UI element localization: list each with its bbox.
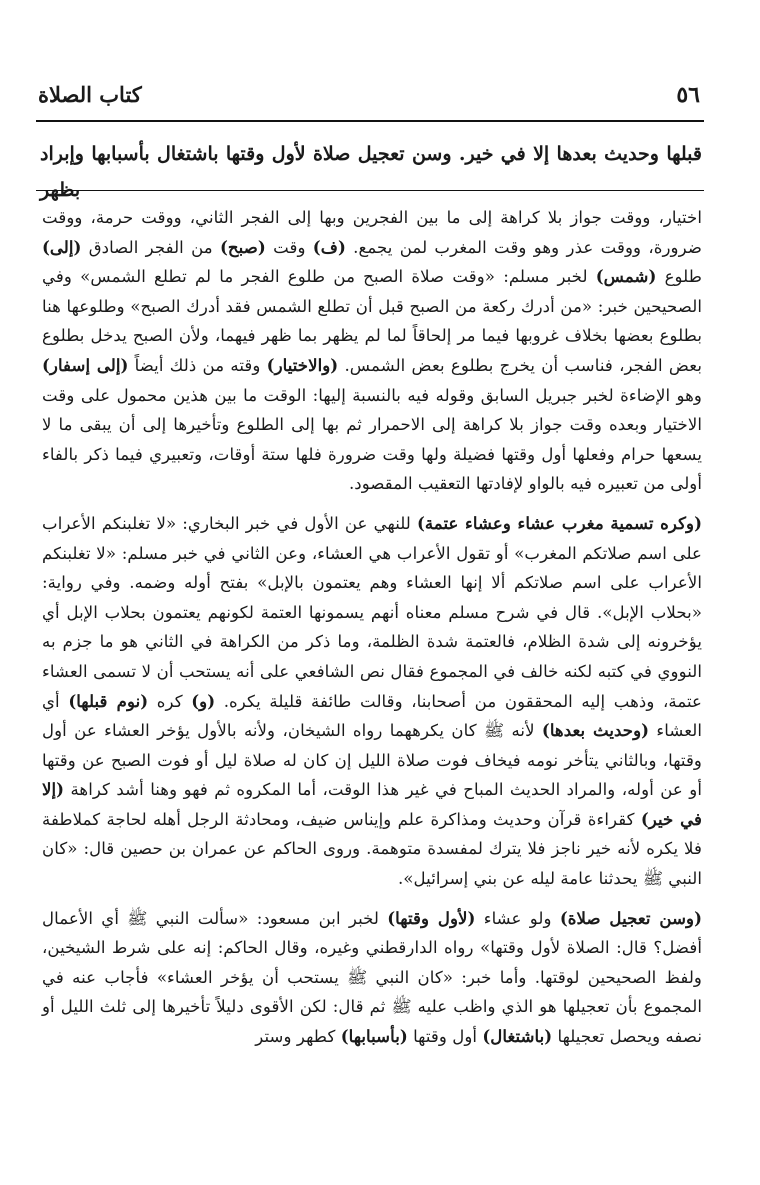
text-run: أي العشاء bbox=[42, 690, 702, 741]
text-run: كقراءة قرآن وحديث ومذاكرة علم وإيناس ضيف، ومحادثة الرجل أهله لحاجة كملاطفة فلا يكره لأنه خير ناجز فلا يترك لمفسدة متوهمة. وروى الحاكم عن عمران بن حصين قال: «كان النبي ﷺ يحدثنا عامة ليله عن بني إسرائيل». bbox=[42, 808, 702, 889]
text-run: وقت bbox=[265, 236, 313, 257]
separator-rule bbox=[36, 190, 704, 191]
bold-term: (ف) bbox=[312, 236, 346, 257]
bold-term: (وكره تسمية مغرب عشاء وعشاء عتمة) bbox=[416, 512, 702, 533]
bold-term: (والاختيار) bbox=[266, 354, 339, 375]
text-run: كره bbox=[148, 690, 192, 711]
text-run: للنهي عن الأول في خبر البخاري: «لا تغلبنكم الأعراب على اسم صلاتكم المغرب» أو تقول الأعراب هي العشاء، وعن الثاني في خبر مسلم: «لا تغلبنكم الأعراب على اسم صلاتكم ألا إنها العشاء وهم يعتمون بالإبل» بفتح أوله وضمه. وفي رواية: «بحلاب الإبل». قال في شرح مسلم معناه أنهم يسمونها العتمة لكونهم يعتمون بحلاب الإبل أي يؤخرونه إلى شدة الظلام، فالعتمة شدة الظلمة، وما ذكر من الكراهة في الثاني هو ما جزم به النووي في كتبه لكنه خالف في المجموع فقال نص الشافعي على أنه يستحب أن لا تسمى العشاء عتمة، وذهب إليه المحققون من أصحابنا، وقالت طائفة قليلة يكره. bbox=[42, 512, 702, 711]
chapter-title: كتاب الصلاة bbox=[38, 82, 142, 107]
commentary-paragraph-1 bbox=[42, 203, 702, 499]
text-run: لخبر ابن مسعود: «سألت النبي ﷺ أي الأعمال أفضل؟ قال: الصلاة لأول وقتها» رواه الدارقطني وغيره، وقال الحاكم: إنه على شرط الشيخين، ولفظ الصحيحين لوقتها. وأما خبر: «كان النبي ﷺ يستحب أن يؤخر العشاء» فأجاب عنه في المجموع بأن تعجيلها هو الذي واظب عليه ﷺ ثم قال: لكن الأقوى دليلاً تأخيرها إلى ثلث الليل أو نصفه ويحصل تعجيلها bbox=[42, 907, 702, 1047]
commentary-paragraph-2 bbox=[42, 509, 702, 894]
commentary-paragraph-3 bbox=[42, 904, 702, 1052]
bold-term: (صبح) bbox=[220, 236, 266, 257]
page-header bbox=[38, 82, 700, 114]
bold-term: (نوم قبلها) bbox=[68, 690, 149, 711]
text-run: أول وقتها bbox=[407, 1026, 483, 1047]
page-number: ٥٦ bbox=[676, 82, 700, 108]
bold-term: (إلى إسفار) bbox=[42, 354, 129, 375]
text-run: لخبر مسلم: «وقت صلاة الصبح من طلوع الفجر ما لم تطلع الشمس» وفي الصحيحين خبر: «من أدرك ركعة من الصبح قبل أن تطلع الشمس فقد أدرك الصبح» وطلوعها هنا بطلوع بعضها بخلاف غروبها فيما مر إلحاقاً لما لم يظهر بما ظهر فيهما، ولأن الصبح يدخل بطلوع بعض الفجر، فناسب أن يخرج بطلوع بعض الشمس. bbox=[42, 266, 702, 375]
text-run: وقته من ذلك أيضاً bbox=[128, 354, 267, 375]
text-run: كطهر وستر bbox=[255, 1026, 341, 1047]
header-rule bbox=[36, 120, 704, 122]
bold-term: (إلا في خير) bbox=[42, 779, 702, 829]
commentary bbox=[42, 203, 702, 1052]
bold-term: (لأول وقتها) bbox=[387, 907, 476, 928]
bold-term: (شمس) bbox=[595, 266, 657, 287]
bold-term: (وحديث بعدها) bbox=[541, 720, 650, 741]
bold-term: (وسن تعجيل صلاة) bbox=[559, 907, 703, 928]
bold-term: (باشتغال) bbox=[482, 1026, 553, 1047]
text-run: طلوع bbox=[656, 266, 702, 287]
text-run: لأنه ﷺ كان يكرههما رواه الشيخان، ولأنه بالأول يؤخر العشاء عن أول وقتها، وبالثاني يتأخر نومه فيخاف فوت صلاة الليل إن كان له صلاة ليل أو فوت الصبح عن وقتها أو عن أوله، والمراد الحديث المباح في غير هذا الوقت، أما المكروه ثم فهو وهنا أشد كراهة bbox=[42, 720, 702, 800]
text-run: اختيار، ووقت جواز بلا كراهة إلى ما بين الفجرين وبها إلى الفجر الثاني، ووقت حرمة، ووقت ضرورة، ووقت عذر وهو وقت المغرب لمن يجمع. bbox=[42, 207, 702, 257]
main-text: قبلها وحديث بعدها إلا في خير. وسن تعجيل صلاة لأول وقتها باشتغال بأسبابها وإبراد بظهر bbox=[40, 143, 702, 201]
bold-term: (إلى) bbox=[42, 236, 82, 257]
text-run: وهو الإضاءة لخبر جبريل السابق وقوله فيه بالنسبة إليها: الوقت ما بين هذين محمول على وقت الاختيار وبعده وقت جواز بلا كراهة إلى الاحمرار ثم بها إلى الطلوع وتأخيرها إلى أن يبقى ما لا يسعها حرام وفعلها أول وقتها فضيلة ولها وقت ضرورة فلها ستة أوقات، وتعبيري فيما ذكر بالفاء أولى من تعبيره فيه بالواو لإفادتها التعقيب المقصود. bbox=[42, 384, 702, 494]
text-run: من الفجر الصادق bbox=[81, 236, 221, 257]
bold-term: (و) bbox=[191, 690, 216, 711]
bold-term: (بأسبابها) bbox=[340, 1026, 408, 1047]
text-run: ولو عشاء bbox=[475, 907, 560, 928]
